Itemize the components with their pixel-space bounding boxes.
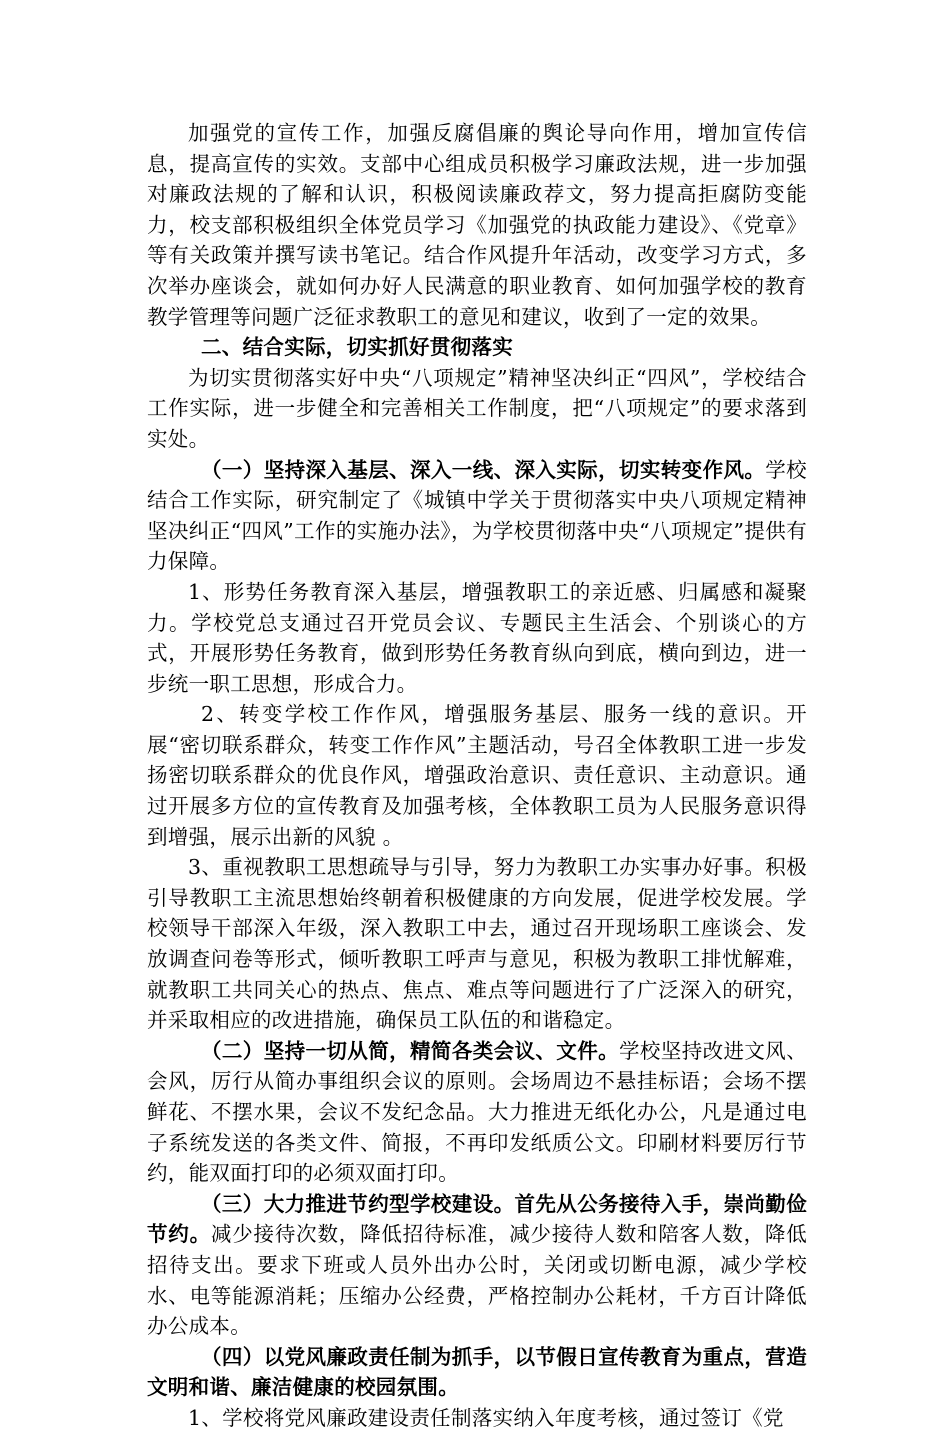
subsection-1-title: （一）坚持深入基层、深入一线、深入实际，切实转变作风。 (201, 457, 766, 482)
paragraph-intro: 为切实贯彻落实好中央“八项规定”精神坚决纠正“四风”，学校结合工作实际，进一步健全和完善相关工作制度，把“八项规定”的要求落到实处。 (147, 365, 807, 451)
subsection-1 (147, 455, 807, 577)
item-3: 3、重视教职工思想疏导与引导，努力为教职工办实事办好事。积极引导教职工主流思想始终朝着积极健康的方向发展，促进学校发展。学校领导干部深入年级，深入教职工中去，通过召开现场职工座谈会、发放调查问卷等形式，倾听教职工呼声与意见，积极为教职工排忧解难，就教职工共同关心的热点、焦点、难点等问题进行了广泛深入的研究，并采取相应的改进措施，确保员工队伍的和谐稳定。 (147, 855, 807, 1033)
subsection-4 (147, 1342, 807, 1403)
item-1: 1、形势任务教育深入基层，增强教职工的亲近感、归属感和凝聚力。学校党总支通过召开党员会议、专题民主生活会、个别谈心的方式，开展形势任务教育，做到形势任务教育纵向到底，横向到边，进一步统一职工思想，形成合力。 (147, 579, 807, 696)
subsection-2-body: 学校坚持改进文风、会风，厉行从简办事组织会议的原则。会场周边不悬挂标语；会场不摆鲜花、不摆水果，会议不发纪念品。大力推进无纸化办公，凡是通过电子系统发送的各类文件、简报，不再印发纸质公文。印刷材料要厉行节约，能双面打印的必须双面打印。 (147, 1038, 807, 1186)
item-4: 1、学校将党风廉政建设责任制落实纳入年度考核，通过签订《党 (188, 1405, 784, 1430)
document-page (147, 118, 807, 1434)
subsection-1-body: 学校结合工作实际，研究制定了《城镇中学关于贯彻落实中央八项规定精神坚决纠正“四风”工作的实施办法》，为学校贯彻落中央“八项规定”提供有力保障。 (147, 457, 807, 574)
subsection-2 (147, 1036, 807, 1189)
subsection-3 (147, 1189, 807, 1342)
section-heading-2: 二、结合实际，切实抓好贯彻落实 (201, 335, 513, 360)
paragraph-propaganda: 加强党的宣传工作，加强反腐倡廉的舆论导向作用，增加宣传信息，提高宣传的实效。支部中心组成员积极学习廉政法规，进一步加强对廉政法规的了解和认识，积极阅读廉政荐文，努力提高拒腐防变能力，校支部积极组织全体党员学习《加强党的执政能力建设》、《党章》等有关政策并撰写读书笔记。结合作风提升年活动，改变学习方式，多次举办座谈会，就如何办好人民满意的职业教育、如何加强学校的教育教学管理等问题广泛征求教职工的意见和建议，收到了一定的效果。 (147, 121, 807, 329)
item-2: 2、转变学校工作作风，增强服务基层、服务一线的意识。开展“密切联系群众，转变工作作风”主题活动，号召全体教职工进一步发扬密切联系群众的优良作风，增强政治意识、责任意识、主动意识。通过开展多方位的宣传教育及加强考核，全体教职工员为人民服务意识得到增强，展示出新的风貌 。 (147, 702, 807, 849)
subsection-4-title: （四）以党风廉政责任制为抓手，以节假日宣传教育为重点，营造文明和谐、廉洁健康的校园氛围。 (147, 1344, 807, 1400)
subsection-3-title: （三）大力推进节约型学校建设。首先从公务接待入手，崇尚勤俭节约。 (147, 1191, 807, 1247)
subsection-2-title: （二）坚持一切从简，精简各类会议、文件。 (201, 1038, 619, 1063)
subsection-3-body: 减少接待次数，降低招待标准，减少接待人数和陪客人数，降低招待支出。要求下班或人员外出办公时，关闭或切断电源，减少学校水、电等能源消耗；压缩办公经费，严格控制办公耗材，千方百计降低办公成本。 (147, 1222, 807, 1339)
